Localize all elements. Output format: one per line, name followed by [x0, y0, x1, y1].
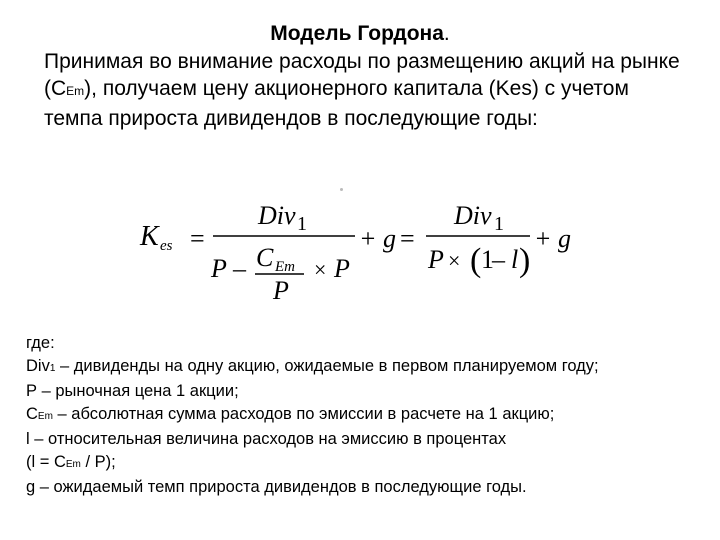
definition-div: Div1 – дивиденды на одну акцию, ожидаемые в первом планируемом году; [26, 356, 599, 375]
slide-title: Модель Гордона. [270, 22, 450, 45]
formula-plus-g-2: + g [534, 224, 572, 253]
formula-p-1: P [211, 254, 227, 283]
formula-p-2: P [273, 276, 289, 305]
formula-minus: – [233, 254, 246, 283]
definitions-list [26, 332, 706, 499]
formula-one: 1 [481, 245, 494, 274]
formula-div-2-sub: 1 [494, 213, 504, 235]
formula-times-2: × [448, 248, 461, 273]
formula-eq-2: = [400, 224, 415, 253]
formula-eq-1: = [190, 224, 205, 253]
definition-l: l – относительная величина расходов на эмиссию в процентах [26, 430, 507, 448]
definition-l-formula: (l = СEm / Р); [26, 452, 116, 471]
definition-c: СEm – абсолютная сумма расходов по эмиссии в расчете на 1 акцию; [26, 404, 555, 423]
formula-k-sub: es [160, 238, 173, 254]
formula-times-1: × [314, 257, 327, 282]
definition-g: g – ожидаемый темп прироста дивидендов в последующие годы. [26, 478, 527, 496]
formula-div-1: Div [258, 201, 296, 230]
formula-l: l [511, 245, 519, 274]
formula-div-2: Div [454, 201, 492, 230]
definition-p: Р – рыночная цена 1 акции; [26, 382, 239, 400]
formula-svg [0, 195, 720, 315]
gordon-formula [0, 195, 720, 315]
formula-p-3: P [334, 254, 350, 283]
formula-plus-g-1: + g [359, 224, 397, 253]
formula-c: C [256, 243, 274, 272]
formula-k: K [140, 221, 159, 252]
formula-open-paren: ( [470, 242, 482, 279]
formula-div-1-sub: 1 [297, 213, 307, 235]
formula-c-sub: Em [275, 259, 295, 275]
intro-paragraph: Принимая во внимание расходы по размещению акций на рынке (СEm), получаем цену акционерного капитала (Kes) с учетом темпа прироста дивидендов в последующие годы: [44, 50, 680, 130]
formula-minus-2: – [492, 245, 505, 274]
decorative-dot [340, 188, 343, 191]
formula-close-paren: ) [519, 242, 531, 279]
definitions-where: где: [26, 334, 55, 352]
formula-p-4: P [428, 245, 444, 274]
